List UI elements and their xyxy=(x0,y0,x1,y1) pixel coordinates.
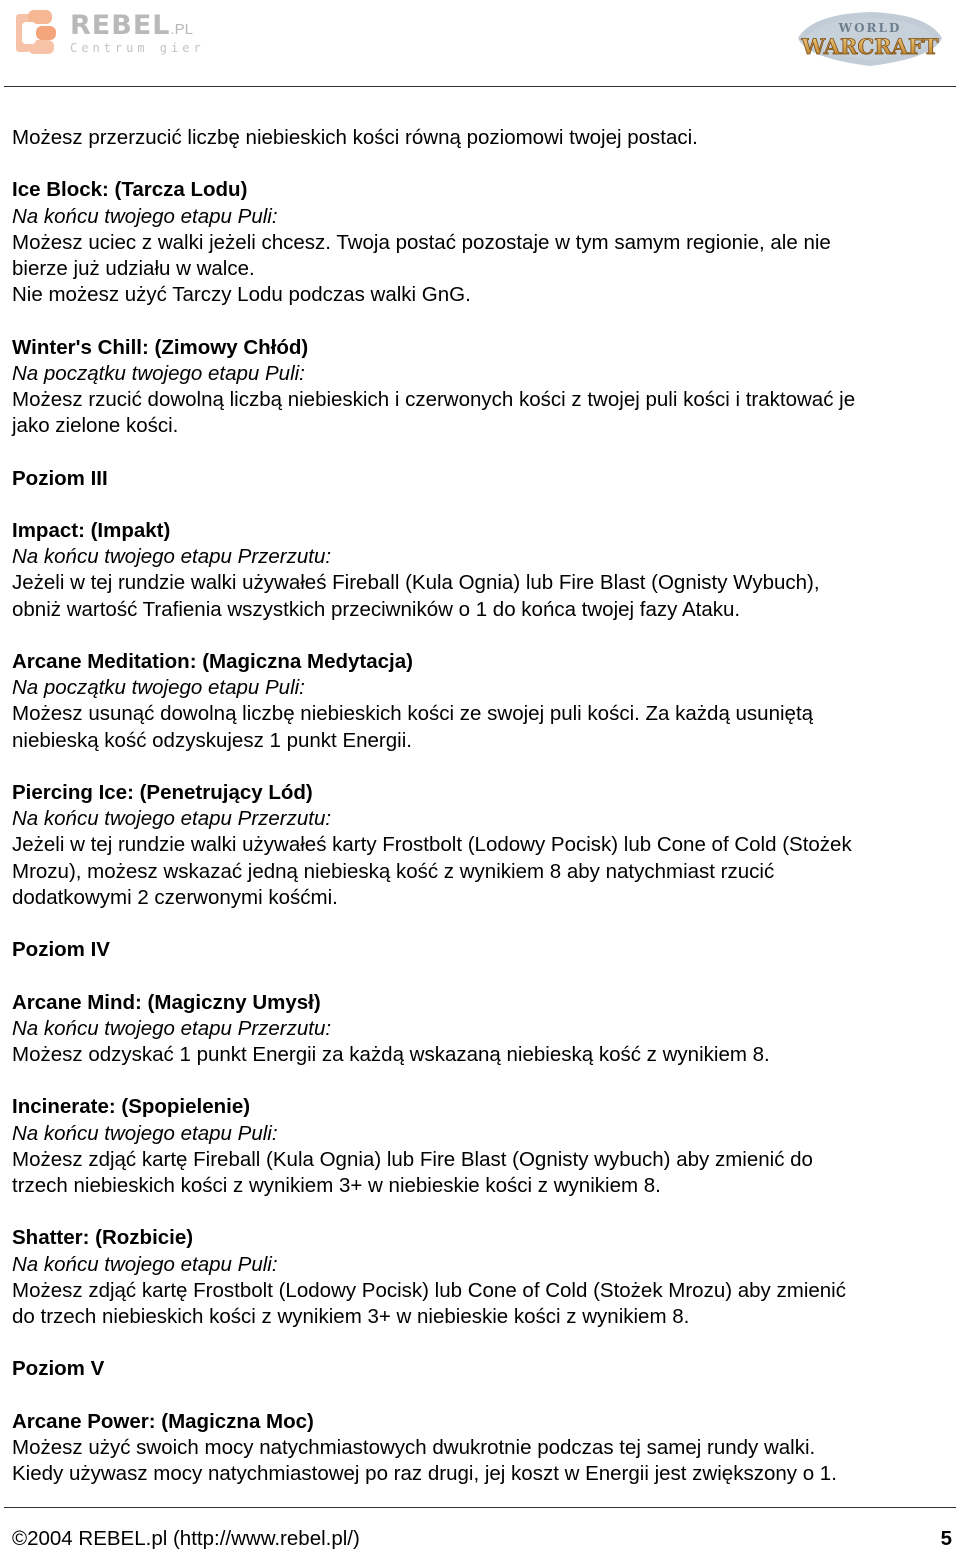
body-text-line: Jeżeli w tej rundzie walki używałeś karty Frostbolt (Lodowy Pocisk) lub Cone of Cold (Stożek xyxy=(12,833,852,857)
paragraph-spacer xyxy=(12,151,952,177)
body-text-line: Nie możesz użyć Tarczy Lodu podczas walki GnG. xyxy=(12,283,471,307)
timing-label: Na końcu twojego etapu Przerzutu: xyxy=(12,545,332,569)
paragraph-spacer xyxy=(12,963,952,989)
body-text-line: Możesz rzucić dowolną liczbą niebieskich i czerwonych kości z twojej puli kości i traktować je xyxy=(12,388,856,411)
timing-label: Na końcu twojego etapu Przerzutu: xyxy=(12,1016,332,1040)
copyright-text: ©2004 REBEL.pl (http://www.rebel.pl/) xyxy=(12,1527,360,1550)
paragraph-spacer xyxy=(12,1383,952,1409)
body-text-line: jako zielone kości. xyxy=(12,414,179,438)
paragraph-spacer xyxy=(12,1068,952,1094)
paragraph-spacer xyxy=(12,623,952,649)
section-heading: Arcane Power: (Magiczna Moc) xyxy=(12,1409,314,1433)
body-text-line: dodatkowymi 2 czerwonymi kośćmi. xyxy=(12,885,338,909)
timing-label: Na końcu twojego etapu Puli: xyxy=(12,1121,278,1145)
section-heading: Ice Block: (Tarcza Lodu) xyxy=(12,178,248,202)
game-logo-top: WORLD xyxy=(838,21,902,35)
body-text-line: trzech niebieskich kości z wynikiem 3+ w niebieskie kości z wynikiem 8. xyxy=(12,1173,661,1197)
body-text-line: niebieską kość odzyskujesz 1 punkt Energii. xyxy=(12,728,412,752)
page-number: 5 xyxy=(940,1527,952,1550)
section-heading: Winter's Chill: (Zimowy Chłód) xyxy=(12,335,309,359)
document-body xyxy=(12,125,952,1487)
paragraph-spacer xyxy=(12,308,952,334)
body-text-line: Możesz przerzucić liczbę niebieskich kości równą poziomowi twojej postaci. xyxy=(12,126,698,149)
body-text-line: Możesz uciec z walki jeżeli chcesz. Twoja postać pozostaje w tym samym regionie, ale nie xyxy=(12,230,831,254)
body-text-line: do trzech niebieskich kości z wynikiem 3+ w niebieskie kości z wynikiem 8. xyxy=(12,1304,690,1328)
rebel-logo xyxy=(14,8,205,58)
world-of-warcraft-logo xyxy=(792,8,948,74)
body-text-line: obniż wartość Trafienia wszystkich przeciwników o 1 do końca twojej fazy Ataku. xyxy=(12,597,741,621)
page-footer xyxy=(12,1526,952,1552)
section-heading: Arcane Meditation: (Magiczna Medytacja) xyxy=(12,649,413,673)
section-heading: Arcane Mind: (Magiczny Umysł) xyxy=(12,990,321,1014)
body-text-line: Kiedy używasz mocy natychmiastowej po raz drugi, jej koszt w Energii jest zwiększony o 1. xyxy=(12,1462,837,1486)
timing-label: Na końcu twojego etapu Przerzutu: xyxy=(12,807,332,831)
paragraph-spacer xyxy=(12,492,952,518)
section-heading: Poziom IV xyxy=(12,938,110,962)
logo-suffix: .PL xyxy=(170,20,193,38)
paragraph-spacer xyxy=(12,911,952,937)
section-heading: Poziom V xyxy=(12,1357,105,1381)
section-heading: Piercing Ice: (Penetrujący Lód) xyxy=(12,780,313,804)
logo-subtitle: Centrum gier xyxy=(70,40,205,55)
footer-divider xyxy=(4,1507,956,1508)
timing-label: Na początku twojego etapu Puli: xyxy=(12,676,305,700)
body-text-line: Jeżeli w tej rundzie walki używałeś Fireball (Kula Ognia) lub Fire Blast (Ognisty Wybuch), xyxy=(12,571,820,595)
timing-label: Na początku twojego etapu Puli: xyxy=(12,361,305,385)
section-heading: Poziom III xyxy=(12,466,108,490)
body-text-line: Mrozu), możesz wskazać jedną niebieską kość z wynikiem 8 aby natychmiast rzucić xyxy=(12,859,775,883)
body-text-line: Możesz użyć swoich mocy natychmiastowych dwukrotnie podczas tej samej rundy walki. xyxy=(12,1435,816,1459)
body-text-line: bierze już udziału w walce. xyxy=(12,257,255,280)
timing-label: Na końcu twojego etapu Puli: xyxy=(12,204,278,228)
section-heading: Shatter: (Rozbicie) xyxy=(12,1226,194,1250)
game-logo-bottom: WARCRAFT xyxy=(801,34,939,59)
section-heading: Incinerate: (Spopielenie) xyxy=(12,1095,251,1119)
paragraph-spacer xyxy=(12,439,952,465)
page-header xyxy=(0,0,960,90)
body-text-line: Możesz odzyskać 1 punkt Energii za każdą wskazaną niebieską kość z wynikiem 8. xyxy=(12,1042,770,1066)
body-text-line: Możesz zdjąć kartę Frostbolt (Lodowy Pocisk) lub Cone of Cold (Stożek Mrozu) aby zmienić xyxy=(12,1278,846,1302)
logo-name: REBEL xyxy=(70,9,171,41)
rebel-logo-mark xyxy=(14,8,60,58)
paragraph-spacer xyxy=(12,754,952,780)
body-text-line: Możesz usunąć dowolną liczbę niebieskich kości ze swojej puli kości. Za każdą usuniętą xyxy=(12,702,814,726)
timing-label: Na końcu twojego etapu Puli: xyxy=(12,1252,278,1276)
body-text-line: Możesz zdjąć kartę Fireball (Kula Ognia) lub Fire Blast (Ognisty wybuch) aby zmienić do xyxy=(12,1147,813,1171)
header-divider xyxy=(4,86,956,87)
paragraph-spacer xyxy=(12,1330,952,1356)
paragraph-spacer xyxy=(12,1199,952,1225)
section-heading: Impact: (Impakt) xyxy=(12,518,171,542)
